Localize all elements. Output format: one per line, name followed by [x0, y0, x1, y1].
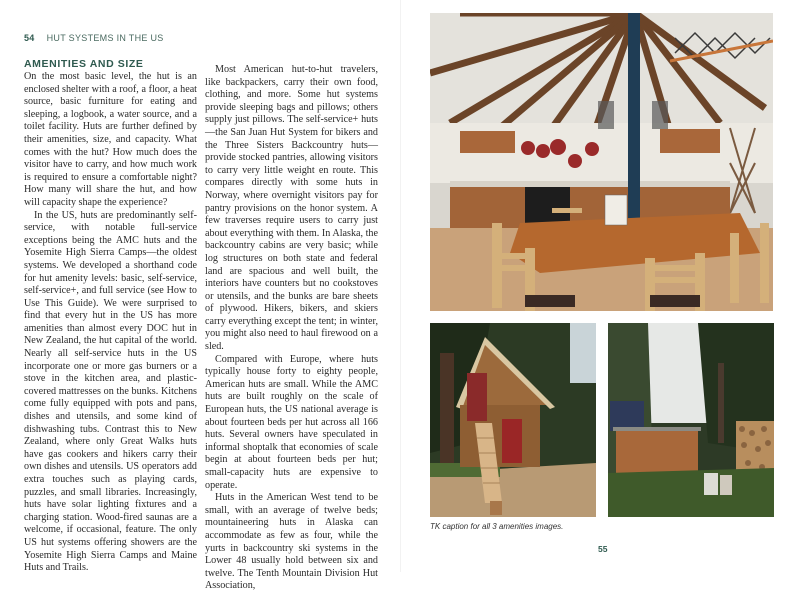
text-column-1: [24, 58, 197, 575]
page-number-left: 54: [24, 33, 35, 43]
page-gutter: [400, 0, 401, 572]
paragraph: Most American hut-to-hut travelers, like backpackers, carry their own food, clothing, and more. Some hut systems provide sleeping bags and pillows; others supply just pillows. The self-service+ huts—the San Juan Hut System for bikers and the Three Sisters Backcountry huts—provide stocked pantries, allowing visitors to carry very little weight en route. This compares directly with some huts in Norway, where overnight visitors pay for pantry provisions on the honor system. A few traverses require users to carry just about everything with them. In Alaska, the backcountry cabins are very basic; while log structures on both state and federal land are spacious and well built, the interiors have counters but no cookstoves or utensils, and the bunks are bare sheets of plywood. Hikers, bikers, and skiers carry everything except the tent; in winter, you might also need to haul firewood on a sled.: [205, 64, 378, 353]
photo-caption: TK caption for all 3 amenities images.: [430, 522, 564, 531]
page-number-right: 55: [598, 544, 608, 554]
yurt-kitchen-interior-photo: [430, 13, 773, 311]
section-heading: AMENITIES AND SIZE: [24, 58, 144, 70]
paragraph: Compared with Europe, where huts typically house forty to eighty people, American huts are small. While the AMC huts are built roughly on the scale of European huts, the US national average is about fourteen beds per hut across all 166 huts. Several owners have speculated in informal shoptalk that economies of scale begin at about fourteen beds per hut; small-capacity huts are expensive to operate.: [205, 353, 378, 491]
sauna-shed-photo: [608, 323, 774, 517]
running-head-title: HUT SYSTEMS IN THE US: [46, 33, 164, 43]
paragraph: In the US, huts are predominantly self-service, with notable full-service exceptions being the AMC huts and the Yosemite High Sierra Camps—the oldest systems. We developed a shorthand code for hut amenity levels: basic, self-service, self-service+, and full service (see How to Use This Guide). We were surprised to find that every hut in the US has more amenities than almost every DOC hut in New Zealand, the hut capital of the world. Nearly all self-service huts in the US incorporate one or more gas burners or a stove in the kitchen area, and plastic-covered mattresses on the bunks. Kitchens come fully equipped with pots and pans, dishes and utensils, and some kind of dishwashing tubs. Contrast this to New Zealand, where only Great Walks huts have gas cookers and hikers carry their own dishes and utensils. US operators add extra touches such as playing cards, puzzles, and small libraries. Increasingly, huts have solar lighting fixtures and a charging station. Wood-fired saunas are a welcome, if occasional, feature. The only US hut systems offering showers are the Yosemite High Sierra Camps and Maine Huts and Trails.: [24, 209, 197, 574]
text-column-2: [205, 64, 378, 593]
paragraph: Huts in the American West tend to be small, with an average of twelve beds; mountaineering huts in Alaska can accommodate as few as four, while the yurts in backcountry ski systems in the Lower 48 usually hold between six and twelve. The Tenth Mountain Division Hut Association,: [205, 492, 378, 592]
outhouse-cabin-photo: [430, 323, 596, 517]
running-head: [24, 33, 164, 43]
paragraph: On the most basic level, the hut is an enclosed shelter with a roof, a floor, a heat source, basic furniture for eating and sleeping, a logbook, a water source, and a toilet facility. Huts are further defined by their amenities, size, and capacity. What comes with the hut? How much does the visitor have to carry, and how much work is required to ensure a comfortable night? How many will share the hut, and how will capacity shape the experience?: [24, 71, 197, 208]
